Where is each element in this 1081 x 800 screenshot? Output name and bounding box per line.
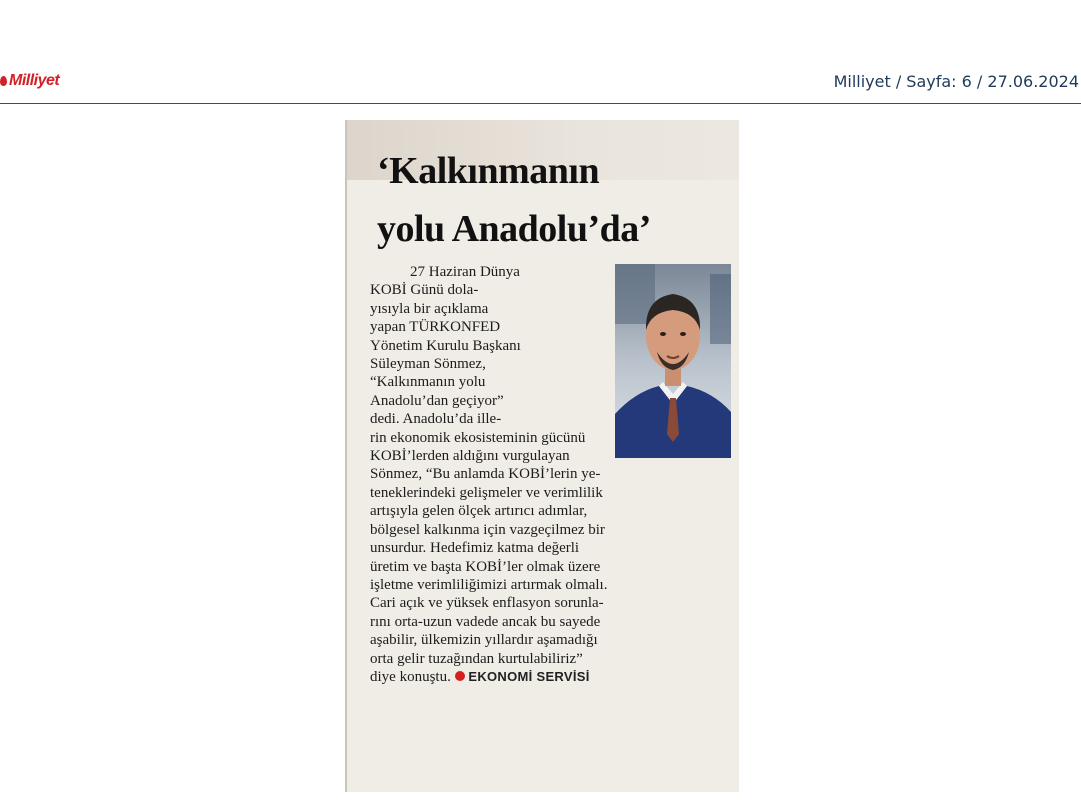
body-line: KOBİ’lerden aldığını vurgulayan xyxy=(370,448,570,465)
body-line: rin ekonomik ekosisteminin gücünü xyxy=(370,429,586,446)
newspaper-logo xyxy=(0,70,59,92)
body-line: Anadolu’dan geçiyor” xyxy=(370,392,504,409)
body-line: işletme verimliliğimizi artırmak olmalı. xyxy=(370,576,608,593)
body-line: artışıyla gelen ölçek artırıcı adımlar, xyxy=(370,503,588,520)
closing-line xyxy=(370,668,708,686)
body-line: aşabilir, ülkemizin yıllardır aşamadığı xyxy=(370,632,598,649)
body-line: rını orta-uzun vadede ancak bu sayede xyxy=(370,613,601,630)
body-line: üretim ve başta KOBİ’ler olmak üzere xyxy=(370,558,601,575)
body-line: yapan TÜRKONFED xyxy=(370,319,501,336)
closing-text: diye konuştu. xyxy=(370,668,451,685)
body-line: Sönmez, “Bu anlamda KOBİ’lerin ye- xyxy=(370,466,601,483)
source-line: Milliyet / Sayfa: 6 / 27.06.2024 xyxy=(833,72,1079,91)
body-line: dedi. Anadolu’da ille- xyxy=(370,411,502,428)
bullet-icon xyxy=(455,671,465,681)
logo-drop-icon xyxy=(0,76,7,86)
body-line: orta gelir tuzağından kurtulabiliriz” xyxy=(370,650,583,667)
body-line: bölgesel kalkınma için vazgeçilmez bir xyxy=(370,521,605,538)
body-line: KOBİ Günü dola- xyxy=(370,282,479,299)
article-byline: EKONOMİ SERVİSİ xyxy=(468,668,590,684)
body-line: “Kalkınmanın yolu xyxy=(370,374,486,391)
body-line: 27 Haziran Dünya xyxy=(410,264,520,280)
article-headline xyxy=(377,142,727,258)
portrait-photo xyxy=(615,264,731,458)
body-line: yısıyla bir açıklama xyxy=(370,300,489,317)
body-line: Cari açık ve yüksek enflasyon sorunla- xyxy=(370,595,604,612)
body-line: Yönetim Kurulu Başkanı xyxy=(370,337,521,354)
body-line: unsurdur. Hedefimiz katma değerli xyxy=(370,540,580,557)
body-line: Süleyman Sönmez, xyxy=(370,356,486,373)
headline-line-1: ‘Kalkınmanın xyxy=(377,150,600,192)
header-divider xyxy=(0,103,1081,104)
logo-text: Milliyet xyxy=(9,72,60,89)
headline-line-2: yolu Anadolu’da’ xyxy=(377,208,651,250)
body-line: teneklerindeki gelişmeler ve verimlilik xyxy=(370,484,603,501)
newspaper-clipping xyxy=(345,120,739,792)
portrait-illustration xyxy=(615,264,731,458)
